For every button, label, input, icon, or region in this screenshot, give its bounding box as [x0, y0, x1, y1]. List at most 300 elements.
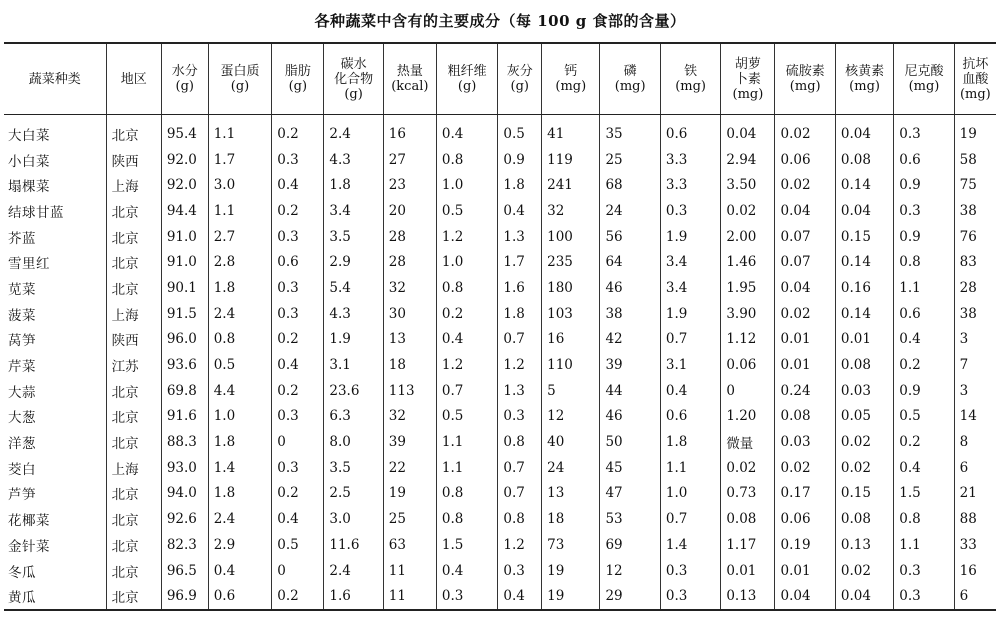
value-cell: 0.02 — [835, 558, 893, 584]
value-cell: 45 — [600, 455, 660, 481]
table-row — [4, 327, 996, 353]
value-cell: 0.8 — [436, 506, 497, 532]
value-cell: 0.03 — [775, 429, 835, 455]
value-cell: 32 — [383, 404, 436, 430]
value-cell: 110 — [542, 352, 600, 378]
value-cell: 1.2 — [436, 224, 497, 250]
value-cell: 6.3 — [324, 404, 383, 430]
column-header-line: 蔬菜种类 — [28, 71, 81, 87]
value-cell: 64 — [600, 249, 660, 275]
value-cell: 3 — [954, 327, 996, 353]
value-cell: 0.08 — [835, 506, 893, 532]
value-cell: 0 — [272, 558, 324, 584]
column-header — [775, 43, 835, 115]
region-cell: 北京 — [106, 378, 161, 404]
value-cell: 0.4 — [894, 455, 954, 481]
column-header — [498, 43, 542, 115]
value-cell: 0.07 — [775, 224, 835, 250]
value-cell: 0.4 — [272, 352, 324, 378]
value-cell: 0.3 — [272, 275, 324, 301]
vegetable-name-cell: 花椰菜 — [8, 513, 50, 530]
value-cell: 0.13 — [721, 583, 775, 610]
table-row — [4, 352, 996, 378]
value-cell: 0.3 — [894, 583, 954, 610]
value-cell: 0.2 — [894, 429, 954, 455]
value-cell: 96.0 — [161, 327, 208, 353]
value-cell: 12 — [542, 404, 600, 430]
value-cell: 0.9 — [894, 172, 954, 198]
value-cell: 69 — [600, 532, 660, 558]
value-cell: 6 — [954, 455, 996, 481]
value-cell: 0.02 — [775, 115, 835, 147]
table-row — [4, 172, 996, 198]
value-cell: 0.2 — [272, 481, 324, 507]
vegetable-name-cell: 洋葱 — [8, 436, 36, 453]
value-cell: 0.04 — [775, 583, 835, 610]
value-cell: 93.6 — [161, 352, 208, 378]
column-header — [894, 43, 954, 115]
value-cell: 5 — [542, 378, 600, 404]
column-header-line: 磷 — [623, 64, 637, 79]
region-cell: 上海 — [106, 301, 161, 327]
value-cell: 1.9 — [324, 327, 383, 353]
value-cell: 0.6 — [660, 115, 720, 147]
value-cell: 0.15 — [835, 224, 893, 250]
value-cell: 2.4 — [208, 506, 272, 532]
value-cell: 1.6 — [324, 583, 383, 610]
value-cell: 119 — [542, 147, 600, 173]
value-cell: 0.5 — [894, 404, 954, 430]
value-cell: 0.3 — [272, 147, 324, 173]
value-cell: 3 — [954, 378, 996, 404]
value-cell: 0.3 — [498, 404, 542, 430]
value-cell: 3.90 — [721, 301, 775, 327]
region-cell: 北京 — [106, 583, 161, 610]
value-cell: 1.4 — [660, 532, 720, 558]
value-cell: 1.5 — [436, 532, 497, 558]
header-row — [4, 43, 996, 115]
column-header-line: 碳水 — [340, 56, 367, 72]
table-row — [4, 224, 996, 250]
value-cell: 0.02 — [835, 429, 893, 455]
value-cell: 0.5 — [208, 352, 272, 378]
value-cell: 0.06 — [775, 147, 835, 173]
value-cell: 12 — [600, 558, 660, 584]
value-cell: 75 — [954, 172, 996, 198]
table-row — [4, 506, 996, 532]
value-cell: 3.1 — [660, 352, 720, 378]
vegetable-name-cell: 塌棵菜 — [8, 179, 50, 196]
value-cell: 0.7 — [498, 327, 542, 353]
value-cell: 0.4 — [208, 558, 272, 584]
column-header-line: 灰分 — [506, 64, 533, 79]
value-cell: 103 — [542, 301, 600, 327]
vegetable-name-cell: 莴笋 — [8, 333, 36, 350]
value-cell: 0.13 — [835, 532, 893, 558]
value-cell: 1.8 — [660, 429, 720, 455]
value-cell: 0.2 — [272, 378, 324, 404]
value-cell: 2.7 — [208, 224, 272, 250]
column-header-line: (mg) — [849, 79, 880, 94]
value-cell: 0.2 — [272, 115, 324, 147]
region-cell: 北京 — [106, 198, 161, 224]
value-cell: 88 — [954, 506, 996, 532]
value-cell: 0.6 — [272, 249, 324, 275]
value-cell: 7 — [954, 352, 996, 378]
table-row — [4, 147, 996, 173]
value-cell: 96.5 — [161, 558, 208, 584]
value-cell: 94.0 — [161, 481, 208, 507]
value-cell: 22 — [383, 455, 436, 481]
value-cell: 0.3 — [272, 404, 324, 430]
value-cell: 0.6 — [894, 301, 954, 327]
value-cell: 0.8 — [894, 506, 954, 532]
value-cell: 0.02 — [775, 172, 835, 198]
value-cell: 58 — [954, 147, 996, 173]
value-cell: 0.14 — [835, 172, 893, 198]
value-cell: 3.3 — [660, 172, 720, 198]
value-cell: 0.7 — [436, 378, 497, 404]
value-cell: 2.8 — [208, 249, 272, 275]
value-cell: 0.7 — [498, 481, 542, 507]
column-header-line: 铁 — [684, 64, 698, 79]
value-cell: 0.8 — [208, 327, 272, 353]
value-cell: 11 — [383, 583, 436, 610]
value-cell: 0.04 — [835, 115, 893, 147]
value-cell: 50 — [600, 429, 660, 455]
column-header — [721, 43, 775, 115]
value-cell: 16 — [954, 558, 996, 584]
value-cell: 33 — [954, 532, 996, 558]
value-cell: 1.7 — [498, 249, 542, 275]
value-cell: 44 — [600, 378, 660, 404]
value-cell: 1.8 — [498, 172, 542, 198]
value-cell: 0.8 — [436, 147, 497, 173]
value-cell: 2.4 — [324, 115, 383, 147]
value-cell: 0.05 — [835, 404, 893, 430]
table-row — [4, 404, 996, 430]
value-cell: 92.6 — [161, 506, 208, 532]
value-cell: 3.50 — [721, 172, 775, 198]
table-row — [4, 275, 996, 301]
value-cell: 1.8 — [324, 172, 383, 198]
region-cell: 北京 — [106, 115, 161, 147]
value-cell: 0 — [272, 429, 324, 455]
value-cell: 8.0 — [324, 429, 383, 455]
value-cell: 0.7 — [498, 455, 542, 481]
value-cell: 0.02 — [721, 198, 775, 224]
column-header-line: 抗坏 — [962, 56, 989, 72]
value-cell: 0.8 — [498, 429, 542, 455]
value-cell: 0.9 — [894, 224, 954, 250]
column-header — [208, 43, 272, 115]
value-cell: 3.3 — [660, 147, 720, 173]
column-header-line: 核黄素 — [845, 64, 885, 79]
value-cell: 2.5 — [324, 481, 383, 507]
value-cell: 1.95 — [721, 275, 775, 301]
value-cell: 19 — [954, 115, 996, 147]
table-row — [4, 532, 996, 558]
value-cell: 96.9 — [161, 583, 208, 610]
column-header-line: (kcal) — [391, 79, 429, 94]
column-header-line: 钙 — [564, 64, 578, 79]
value-cell: 20 — [383, 198, 436, 224]
value-cell: 4.3 — [324, 301, 383, 327]
value-cell: 14 — [954, 404, 996, 430]
value-cell: 0.19 — [775, 532, 835, 558]
value-cell: 100 — [542, 224, 600, 250]
value-cell: 28 — [383, 249, 436, 275]
value-cell: 6 — [954, 583, 996, 610]
table-row — [4, 378, 996, 404]
vegetable-name-cell: 大葱 — [8, 410, 36, 427]
value-cell: 3.5 — [324, 455, 383, 481]
value-cell: 0.4 — [498, 583, 542, 610]
column-header — [542, 43, 600, 115]
column-header-line: (g) — [457, 79, 477, 94]
value-cell: 25 — [383, 506, 436, 532]
value-cell: 0.02 — [721, 455, 775, 481]
value-cell: 0.6 — [894, 147, 954, 173]
column-header-line: 粗纤维 — [447, 64, 487, 79]
table-row — [4, 249, 996, 275]
value-cell: 1.8 — [208, 429, 272, 455]
value-cell: 30 — [383, 301, 436, 327]
column-header-line: (g) — [288, 79, 308, 94]
value-cell: 0.2 — [436, 301, 497, 327]
column-header-line: (mg) — [614, 79, 646, 94]
column-header-line: 硫胺素 — [785, 64, 825, 79]
column-header — [660, 43, 720, 115]
value-cell: 1.1 — [208, 198, 272, 224]
value-cell: 0.5 — [436, 404, 497, 430]
region-cell: 北京 — [106, 224, 161, 250]
region-cell: 北京 — [106, 481, 161, 507]
vegetable-name-cell: 菠菜 — [8, 307, 36, 324]
value-cell: 1.6 — [498, 275, 542, 301]
value-cell: 90.1 — [161, 275, 208, 301]
value-cell: 23.6 — [324, 378, 383, 404]
region-cell: 北京 — [106, 558, 161, 584]
value-cell: 39 — [600, 352, 660, 378]
value-cell: 1.1 — [894, 275, 954, 301]
value-cell: 32 — [542, 198, 600, 224]
value-cell: 0.03 — [835, 378, 893, 404]
value-cell: 21 — [954, 481, 996, 507]
value-cell: 83 — [954, 249, 996, 275]
column-header-line: 脂肪 — [284, 64, 311, 79]
value-cell: 18 — [383, 352, 436, 378]
value-cell: 11 — [383, 558, 436, 584]
value-cell: 0.9 — [498, 147, 542, 173]
value-cell: 46 — [600, 404, 660, 430]
value-cell: 94.4 — [161, 198, 208, 224]
column-header — [324, 43, 383, 115]
value-cell: 1.4 — [208, 455, 272, 481]
value-cell: 93.0 — [161, 455, 208, 481]
vegetable-name-cell: 芦笋 — [8, 487, 36, 504]
value-cell: 24 — [600, 198, 660, 224]
value-cell: 19 — [542, 558, 600, 584]
value-cell: 0.4 — [272, 172, 324, 198]
value-cell: 0.3 — [272, 301, 324, 327]
value-cell: 0.04 — [721, 115, 775, 147]
column-header-line: (mg) — [908, 79, 940, 94]
region-cell: 北京 — [106, 429, 161, 455]
value-cell: 63 — [383, 532, 436, 558]
value-cell: 8 — [954, 429, 996, 455]
value-cell: 11.6 — [324, 532, 383, 558]
vegetable-name-cell: 苋菜 — [8, 281, 36, 298]
value-cell: 68 — [600, 172, 660, 198]
value-cell: 1.1 — [436, 429, 497, 455]
region-cell: 上海 — [106, 455, 161, 481]
value-cell: 0.14 — [835, 301, 893, 327]
value-cell: 0.08 — [835, 352, 893, 378]
column-header-line: (mg) — [959, 86, 991, 102]
value-cell: 0.3 — [894, 558, 954, 584]
region-cell: 陕西 — [106, 147, 161, 173]
value-cell: 0.4 — [436, 558, 497, 584]
value-cell: 23 — [383, 172, 436, 198]
column-header-line: (g) — [230, 79, 250, 94]
value-cell: 0.3 — [660, 558, 720, 584]
value-cell: 0.01 — [775, 558, 835, 584]
value-cell: 69.8 — [161, 378, 208, 404]
value-cell: 73 — [542, 532, 600, 558]
value-cell: 32 — [383, 275, 436, 301]
column-header — [161, 43, 208, 115]
value-cell: 0.04 — [775, 198, 835, 224]
value-cell: 0.6 — [208, 583, 272, 610]
value-cell: 1.1 — [436, 455, 497, 481]
value-cell: 1.2 — [436, 352, 497, 378]
value-cell: 1.0 — [436, 249, 497, 275]
region-cell: 陕西 — [106, 327, 161, 353]
vegetable-name-cell: 芹菜 — [8, 359, 36, 376]
region-cell: 江苏 — [106, 352, 161, 378]
value-cell: 1.9 — [660, 301, 720, 327]
value-cell: 46 — [600, 275, 660, 301]
table-row — [4, 198, 996, 224]
value-cell: 0.3 — [660, 583, 720, 610]
value-cell: 91.0 — [161, 249, 208, 275]
value-cell: 38 — [600, 301, 660, 327]
value-cell: 1.0 — [660, 481, 720, 507]
value-cell: 0.4 — [498, 198, 542, 224]
column-header-line: 血酸 — [962, 71, 989, 87]
vegetable-name-cell: 大白菜 — [8, 127, 50, 144]
value-cell: 0.2 — [272, 327, 324, 353]
value-cell: 3.0 — [324, 506, 383, 532]
column-header-line: 蛋白质 — [220, 64, 260, 79]
value-cell: 180 — [542, 275, 600, 301]
value-cell: 0 — [721, 378, 775, 404]
value-cell: 39 — [383, 429, 436, 455]
value-cell: 2.4 — [208, 301, 272, 327]
column-header-line: 尼克酸 — [904, 64, 944, 79]
value-cell: 0.06 — [775, 506, 835, 532]
column-header — [954, 43, 996, 115]
value-cell: 29 — [600, 583, 660, 610]
value-cell: 35 — [600, 115, 660, 147]
value-cell: 1.8 — [208, 275, 272, 301]
value-cell: 4.3 — [324, 147, 383, 173]
value-cell: 95.4 — [161, 115, 208, 147]
value-cell: 0.4 — [660, 378, 720, 404]
region-cell: 北京 — [106, 404, 161, 430]
value-cell: 1.0 — [436, 172, 497, 198]
value-cell: 0.3 — [660, 198, 720, 224]
value-cell: 微量 — [721, 429, 775, 455]
value-cell: 28 — [954, 275, 996, 301]
value-cell: 0.73 — [721, 481, 775, 507]
value-cell: 0.01 — [775, 327, 835, 353]
value-cell: 0.2 — [272, 583, 324, 610]
table-body — [4, 115, 996, 611]
table-row — [4, 558, 996, 584]
value-cell: 0.17 — [775, 481, 835, 507]
value-cell: 0.6 — [660, 404, 720, 430]
value-cell: 92.0 — [161, 147, 208, 173]
value-cell: 88.3 — [161, 429, 208, 455]
value-cell: 113 — [383, 378, 436, 404]
value-cell: 3.4 — [660, 249, 720, 275]
table-row — [4, 429, 996, 455]
vegetable-nutrition-table — [4, 42, 996, 611]
value-cell: 1.7 — [208, 147, 272, 173]
value-cell: 0.02 — [775, 455, 835, 481]
vegetable-name-cell: 芥蓝 — [8, 230, 36, 247]
value-cell: 0.5 — [436, 198, 497, 224]
value-cell: 47 — [600, 481, 660, 507]
vegetable-name-cell: 黄瓜 — [4, 583, 106, 610]
column-header-line: (g) — [344, 86, 363, 102]
value-cell: 0.07 — [775, 249, 835, 275]
value-cell: 0.8 — [894, 249, 954, 275]
column-header — [106, 43, 161, 115]
value-cell: 1.1 — [660, 455, 720, 481]
value-cell: 25 — [600, 147, 660, 173]
value-cell: 2.9 — [208, 532, 272, 558]
value-cell: 91.0 — [161, 224, 208, 250]
value-cell: 0.15 — [835, 481, 893, 507]
table-row — [4, 481, 996, 507]
value-cell: 241 — [542, 172, 600, 198]
value-cell: 0.4 — [436, 115, 497, 147]
value-cell: 1.17 — [721, 532, 775, 558]
column-header — [4, 43, 106, 115]
vegetable-name-cell: 结球甘蓝 — [8, 204, 64, 221]
value-cell: 0.5 — [498, 115, 542, 147]
value-cell: 92.0 — [161, 172, 208, 198]
value-cell: 1.1 — [894, 532, 954, 558]
value-cell: 82.3 — [161, 532, 208, 558]
value-cell: 235 — [542, 249, 600, 275]
value-cell: 56 — [600, 224, 660, 250]
vegetable-name-cell: 小白菜 — [8, 153, 50, 170]
value-cell: 1.3 — [498, 224, 542, 250]
value-cell: 42 — [600, 327, 660, 353]
column-header-line: 地区 — [120, 71, 147, 87]
column-header-line: (g) — [175, 79, 194, 94]
value-cell: 0.4 — [272, 506, 324, 532]
region-cell: 北京 — [106, 275, 161, 301]
value-cell: 3.4 — [660, 275, 720, 301]
column-header-line: (g) — [510, 79, 529, 94]
column-header — [436, 43, 497, 115]
value-cell: 38 — [954, 301, 996, 327]
